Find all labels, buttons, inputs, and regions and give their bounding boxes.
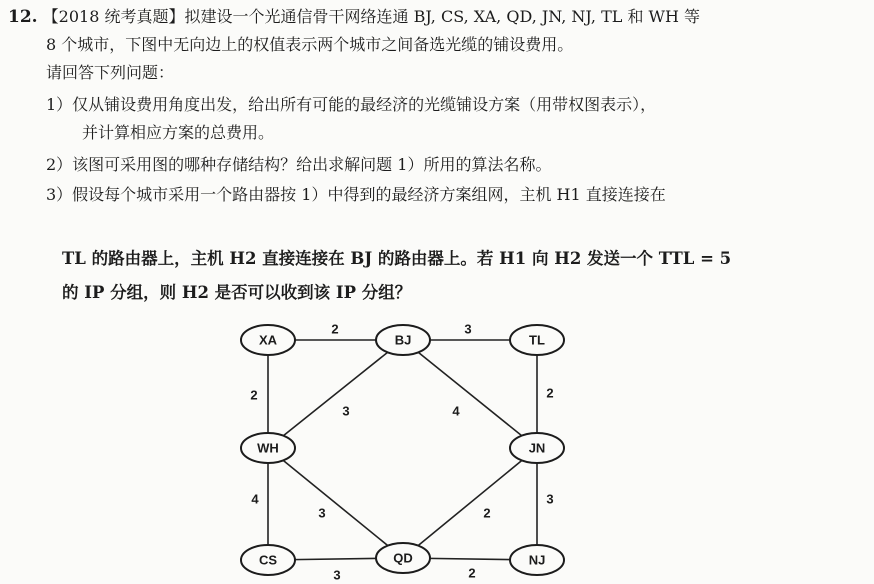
node-wh	[241, 433, 295, 463]
edge-weight-xa-wh: 2	[250, 387, 258, 403]
node-nj	[510, 545, 564, 575]
edge-weight-jn-nj: 3	[546, 491, 554, 507]
edge-weight-jn-qd: 2	[483, 505, 491, 521]
graph-nodes	[241, 325, 564, 575]
edge-weight-wh-cs: 4	[251, 491, 259, 507]
question-stem-2: 8 个城市，下图中无向边上的权值表示两个城市之间备选光缆的铺设费用。	[46, 35, 574, 54]
question-number: 12.	[8, 7, 38, 27]
node-label-xa: XA	[258, 332, 278, 348]
edge-weight-tl-jn: 2	[546, 385, 554, 401]
edge-bj-wh	[268, 340, 403, 448]
node-label-nj: NJ	[528, 552, 546, 568]
node-label-wh: WH	[257, 440, 279, 456]
node-tl	[510, 325, 564, 355]
edge-weight-bj-wh: 3	[342, 403, 350, 419]
node-jn	[510, 433, 564, 463]
edge-weight-xa-bj: 2	[331, 321, 339, 337]
sub-question-2: 2）该图可采用图的哪种存储结构？给出求解问题 1）所用的算法名称。	[46, 155, 552, 174]
node-qd	[376, 543, 430, 573]
sub-question-3c: 的 IP 分组，则 H2 是否可以收到该 IP 分组？	[62, 283, 412, 302]
question-stem-1: 【2018 统考真题】拟建设一个光通信骨干网络连通 BJ, CS, XA, QD, JN, NJ, TL 和 WH 等	[42, 7, 701, 26]
node-cs	[241, 545, 295, 575]
node-bj	[376, 325, 430, 355]
node-label-tl: TL	[529, 332, 545, 348]
sub-question-3b: TL 的路由器上，主机 H2 直接连接在 BJ 的路由器上。若 H1 向 H2 发送一个 TTL = 5	[62, 249, 732, 268]
edge-weight-wh-qd: 3	[318, 505, 326, 521]
question-prompt: 请回答下列问题：	[46, 63, 175, 82]
sub-question-1b: 并计算相应方案的总费用。	[82, 123, 275, 142]
edge-weight-cs-qd: 3	[333, 567, 341, 583]
sub-question-3a: 3）假设每个城市采用一个路由器按 1）中得到的最经济方案组网，主机 H1 直接连接在	[46, 185, 666, 204]
node-label-cs: CS	[258, 552, 278, 568]
edge-bj-jn	[403, 340, 537, 448]
edge-wh-qd	[268, 448, 403, 558]
node-label-bj: BJ	[394, 332, 412, 348]
node-xa	[241, 325, 295, 355]
sub-question-1a: 1）仅从铺设费用角度出发，给出所有可能的最经济的光缆铺设方案（用带权图表示），	[46, 95, 657, 114]
node-label-qd: QD	[393, 550, 413, 566]
edge-weight-bj-tl: 3	[464, 321, 472, 337]
node-label-jn: JN	[528, 440, 546, 456]
graph-edges	[268, 340, 537, 560]
edge-weight-qd-nj: 2	[468, 565, 476, 581]
edge-weight-bj-jn: 4	[452, 403, 460, 419]
edge-jn-qd	[403, 448, 537, 558]
